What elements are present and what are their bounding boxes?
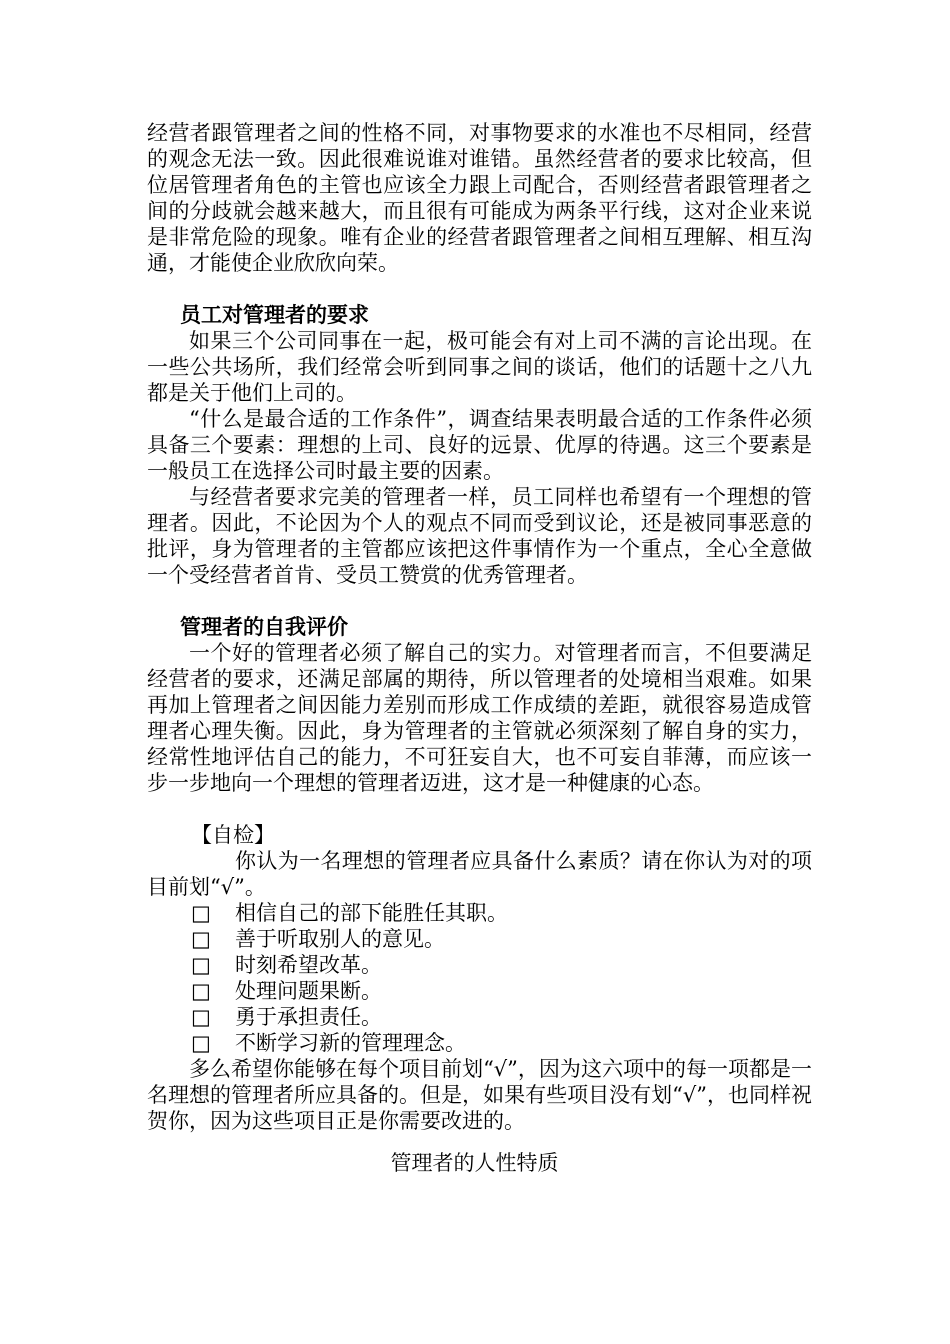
checkbox-icon[interactable]: □ bbox=[191, 953, 211, 977]
checkbox-icon[interactable]: □ bbox=[191, 1005, 211, 1029]
checklist-item-label: 相信自己的部下能胜任其职。 bbox=[235, 901, 508, 925]
selfcheck-label: 【自检】 bbox=[191, 823, 275, 847]
section1-paragraph-1: 如果三个公司同事在一起，极可能会有对上司不满的言论出现。在一些公共场所，我们经常会听到同事之间的谈话，他们的话题十之八九都是关于他们上司的。 bbox=[147, 329, 812, 405]
checklist-item bbox=[147, 926, 812, 952]
checklist-item-label: 勇于承担责任。 bbox=[235, 1005, 382, 1029]
spacer bbox=[147, 588, 812, 614]
checklist-item bbox=[147, 1004, 812, 1030]
checkbox-icon[interactable]: □ bbox=[191, 927, 211, 951]
intro-paragraph: 经营者跟管理者之间的性格不同，对事物要求的水准也不尽相同，经营的观念无法一致。因此很难说谁对谁错。虽然经营者的要求比较高，但位居管理者角色的主管也应该全力跟上司配合，否则经营者跟管理者之间的分歧就会越来越大，而且很有可能成为两条平行线，这对企业来说是非常危险的现象。唯有企业的经营者跟管理者之间相互理解、相互沟通，才能使企业欣欣向荣。 bbox=[147, 121, 812, 275]
checklist-item-label: 不断学习新的管理理念。 bbox=[235, 1031, 466, 1055]
checkbox-icon[interactable]: □ bbox=[191, 901, 211, 925]
selfcheck-conclusion: 多么希望你能够在每个项目前划“√”，因为这六项中的每一项都是一名理想的管理者所应具备的。但是，如果有些项目没有划“√”，也同样祝贺你，因为这些项目正是你需要改进的。 bbox=[147, 1057, 812, 1133]
spacer bbox=[147, 796, 812, 822]
spacer bbox=[147, 276, 812, 302]
checkbox-icon[interactable]: □ bbox=[191, 979, 211, 1003]
selfcheck-checklist bbox=[147, 900, 812, 1056]
next-section-title: 管理者的人性特质 bbox=[390, 1151, 559, 1175]
checklist-item-label: 善于听取别人的意见。 bbox=[235, 927, 445, 951]
document-page bbox=[147, 120, 812, 1176]
section2-paragraph: 一个好的管理者必须了解自己的实力。对管理者而言，不但要满足经营者的要求，还满足部属的期待，所以管理者的处境相当艰难。如果再加上管理者之间因能力差别而形成工作成绩的差距，就很容易造成管理者心理失衡。因此，身为管理者的主管就必须深刻了解自身的实力，经常性地评估自己的能力，不可狂妄自大，也不可妄自菲薄，而应该一步一步地向一个理想的管理者迈进，这才是一种健康的心态。 bbox=[147, 641, 812, 795]
selfcheck-question: 你认为一名理想的管理者应具备什么素质？请在你认为对的项目前划“√”。 bbox=[147, 849, 812, 899]
checkbox-icon[interactable]: □ bbox=[191, 1031, 211, 1055]
checklist-item-label: 处理问题果断。 bbox=[235, 979, 382, 1003]
checklist-item bbox=[147, 1030, 812, 1056]
section-heading-self-evaluation: 管理者的自我评价 bbox=[180, 614, 348, 639]
section1-paragraph-2: “什么是最合适的工作条件”，调查结果表明最合适的工作条件必须具备三个要素：理想的上司、良好的远景、优厚的待遇。这三个要素是一般员工在选择公司时最主要的因素。 bbox=[147, 407, 812, 483]
checklist-item bbox=[147, 900, 812, 926]
section1-paragraph-3: 与经营者要求完美的管理者一样，员工同样也希望有一个理想的管理者。因此，不论因为个人的观点不同而受到议论，还是被同事恶意的批评，身为管理者的主管都应该把这件事情作为一个重点，全心全意做一个受经营者首肯、受员工赞赏的优秀管理者。 bbox=[147, 485, 812, 587]
section-heading-employee-requirements: 员工对管理者的要求 bbox=[180, 302, 369, 327]
checklist-item bbox=[147, 952, 812, 978]
checklist-item-label: 时刻希望改革。 bbox=[235, 953, 382, 977]
checklist-item bbox=[147, 978, 812, 1004]
